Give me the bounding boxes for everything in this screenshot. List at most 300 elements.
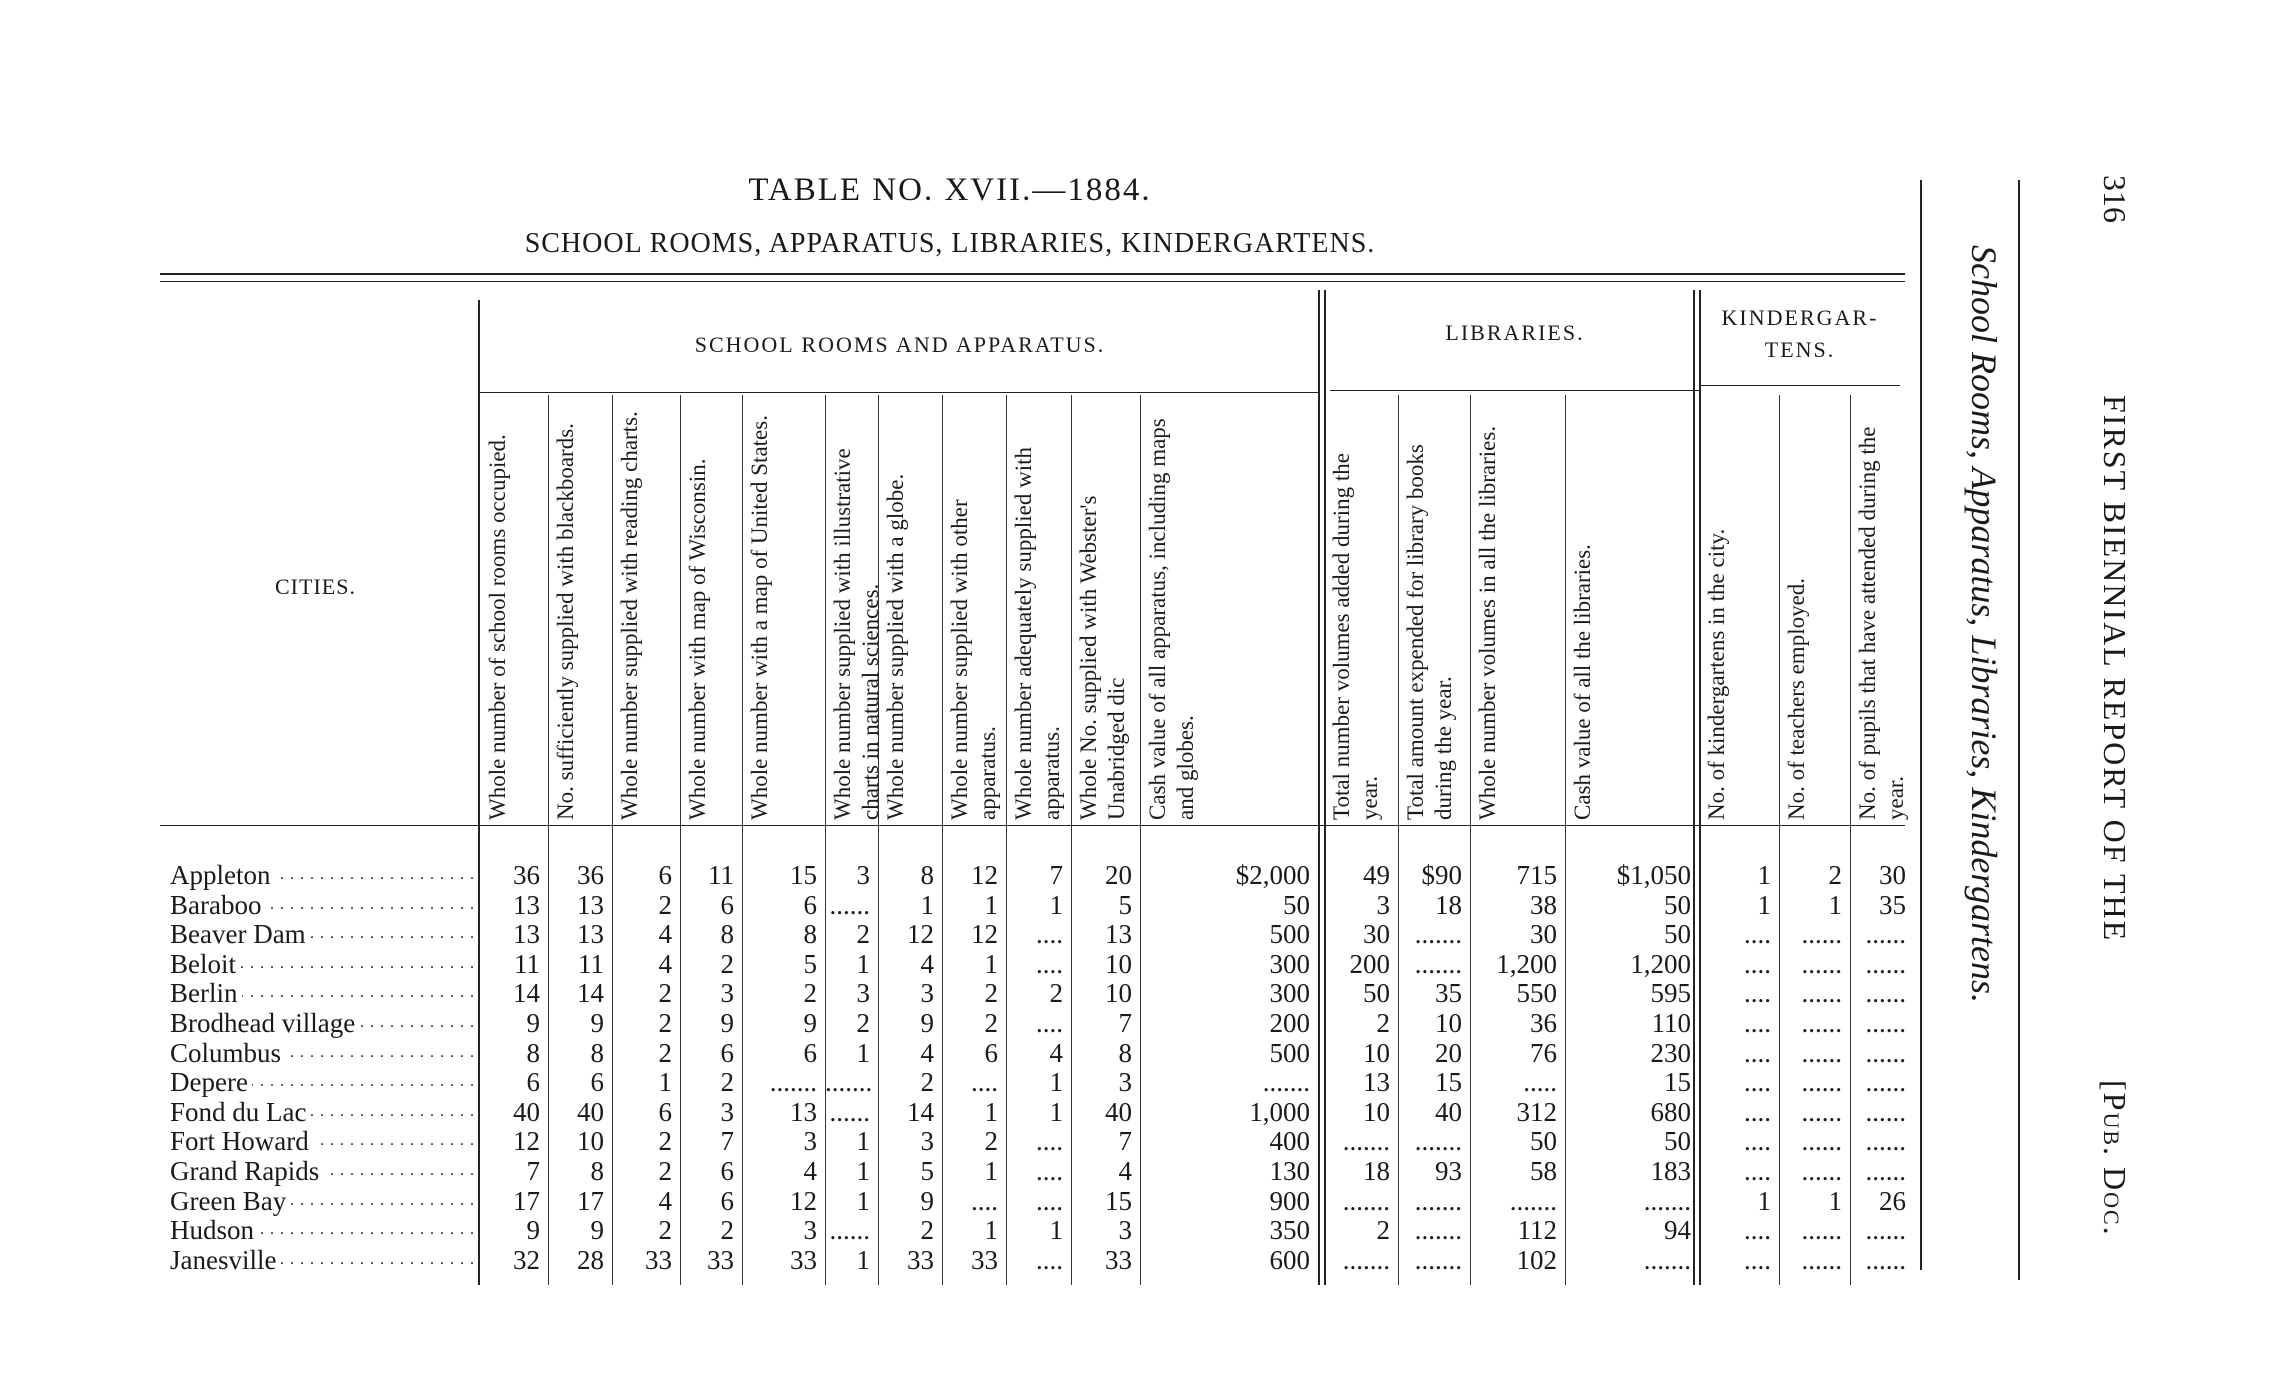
table-cell: .... bbox=[1036, 1156, 1063, 1186]
table-cell: 10 bbox=[1363, 1037, 1390, 1068]
table-cell: 600 bbox=[1269, 1244, 1310, 1275]
table-cell: 2 bbox=[1376, 1008, 1390, 1038]
table-cell: ....... bbox=[1262, 1067, 1310, 1098]
table-cell: ...... bbox=[1801, 1244, 1842, 1275]
table-cell: 500 bbox=[1269, 1037, 1310, 1068]
table-cell: ....... bbox=[825, 1067, 873, 1098]
table-cell: 12 bbox=[907, 919, 934, 950]
table-cell: 2 bbox=[658, 889, 672, 920]
table-cell: ...... bbox=[829, 1096, 870, 1127]
table-cell: 36 bbox=[513, 860, 540, 890]
table-cell: 94 bbox=[1664, 1215, 1691, 1246]
table-cell: 1 bbox=[1049, 889, 1063, 920]
table-cell: 4 bbox=[658, 919, 672, 950]
table-cell: 2 bbox=[856, 1008, 870, 1038]
table-cell: 2 bbox=[658, 1215, 672, 1246]
table-cell: ...... bbox=[1865, 1156, 1906, 1186]
table-cell: 9 bbox=[590, 1008, 604, 1038]
table-cell: 1 bbox=[856, 1126, 870, 1157]
table-cell: 15 bbox=[1435, 1067, 1462, 1098]
column-header-6: Whole number supplied with illustrative charts in natural sciences. bbox=[830, 448, 883, 820]
table-cell: 14 bbox=[907, 1096, 934, 1127]
table-cell: 11 bbox=[514, 948, 540, 979]
table-cell: 20 bbox=[1105, 860, 1132, 890]
table-cell: 10 bbox=[1105, 978, 1132, 1009]
table-cell: .... bbox=[1744, 978, 1771, 1009]
table-cell: 12 bbox=[513, 1126, 540, 1157]
table-cell: 4 bbox=[803, 1156, 817, 1186]
table-cell: 4 bbox=[1049, 1037, 1063, 1068]
table-cell: 400 bbox=[1269, 1126, 1310, 1157]
table-cell: 12 bbox=[971, 860, 998, 890]
table-cell: 36 bbox=[577, 860, 604, 890]
table-cell: 2 bbox=[984, 1126, 998, 1157]
column-header-17: No. of teachers employed. bbox=[1784, 577, 1809, 820]
table-cell: ...... bbox=[1801, 1008, 1842, 1038]
table-cell: 28 bbox=[577, 1244, 604, 1275]
table-cell: 1 bbox=[984, 1096, 998, 1127]
city-name: Hudson . . . bbox=[170, 1215, 480, 1245]
table-cell: 1 bbox=[1757, 1185, 1771, 1216]
table-cell: 14 bbox=[577, 978, 604, 1009]
table-cell: ...... bbox=[1865, 1244, 1906, 1275]
table-cell: 14 bbox=[513, 978, 540, 1009]
table-cell: ...... bbox=[829, 1215, 870, 1246]
vrule-lib-kg bbox=[1693, 290, 1695, 1285]
table-cell: 300 bbox=[1269, 978, 1310, 1009]
table-cell: 130 bbox=[1269, 1156, 1310, 1186]
table-cell: 110 bbox=[1651, 1008, 1691, 1038]
column-header-9: Whole number adequately supplied with apparatus. bbox=[1011, 446, 1064, 820]
table-cell: 1,000 bbox=[1249, 1096, 1310, 1127]
table-cell: .... bbox=[1744, 948, 1771, 979]
table-cell: 15 bbox=[1664, 1067, 1691, 1098]
table-cell: 6 bbox=[803, 1037, 817, 1068]
top-rule bbox=[160, 273, 1905, 275]
table-cell: 32 bbox=[513, 1244, 540, 1275]
column-header-1: Whole number of school rooms occupied. bbox=[485, 434, 510, 820]
table-cell: 8 bbox=[590, 1156, 604, 1186]
table-cell: 2 bbox=[720, 948, 734, 979]
table-cell: 3 bbox=[856, 860, 870, 890]
table-cell: 10 bbox=[1363, 1096, 1390, 1127]
table-cell: .... bbox=[1744, 1126, 1771, 1157]
column-header-18: No. of pupils that have attended during the year. bbox=[1855, 426, 1908, 820]
table-cell: 200 bbox=[1269, 1008, 1310, 1038]
group-underline-kg bbox=[1700, 385, 1900, 386]
group-libraries: LIBRARIES. bbox=[1445, 320, 1585, 345]
table-cell: 3 bbox=[1118, 1215, 1132, 1246]
column-header-12: Total number volumes added during the year. bbox=[1329, 453, 1382, 820]
table-cell: ...... bbox=[1865, 1215, 1906, 1246]
header-bottom-rule bbox=[160, 825, 1905, 826]
vrule-right-1 bbox=[1920, 180, 1922, 1270]
side-pub-doc: [Pub. Doc. bbox=[2097, 1080, 2133, 1237]
city-name: Fond du Lac . . . bbox=[170, 1097, 480, 1127]
table-cell: 4 bbox=[920, 948, 934, 979]
table-cell: 17 bbox=[513, 1185, 540, 1216]
table-cell: 900 bbox=[1269, 1185, 1310, 1216]
table-cell: ...... bbox=[1801, 1156, 1842, 1186]
table-cell: 2 bbox=[1049, 978, 1063, 1009]
city-name: Grand Rapids . . . bbox=[170, 1156, 480, 1186]
table-cell: 1 bbox=[658, 1067, 672, 1098]
city-name: Janesville . . . bbox=[170, 1245, 480, 1275]
table-cell: 18 bbox=[1435, 889, 1462, 920]
table-cell: 3 bbox=[920, 1126, 934, 1157]
table-cell: 112 bbox=[1517, 1215, 1557, 1246]
table-cell: 9 bbox=[920, 1185, 934, 1216]
table-cell: 3 bbox=[856, 978, 870, 1009]
table-cell: 1 bbox=[984, 889, 998, 920]
table-cell: 1 bbox=[856, 1156, 870, 1186]
table-cell: 2 bbox=[984, 1008, 998, 1038]
table-cell: 1 bbox=[856, 1185, 870, 1216]
table-cell: 5 bbox=[1118, 889, 1132, 920]
table-cell: 312 bbox=[1516, 1096, 1557, 1127]
table-cell: 1 bbox=[984, 1156, 998, 1186]
table-cell: 9 bbox=[526, 1215, 540, 1246]
table-cell: 1 bbox=[1049, 1067, 1063, 1098]
table-cell: ....... bbox=[1414, 948, 1462, 979]
table-cell: 1 bbox=[1049, 1096, 1063, 1127]
table-cell: 10 bbox=[1435, 1008, 1462, 1038]
table-cell: 50 bbox=[1664, 1126, 1691, 1157]
table-cell: 4 bbox=[920, 1037, 934, 1068]
table-cell: 4 bbox=[1118, 1156, 1132, 1186]
table-cell: 30 bbox=[1879, 860, 1906, 890]
table-cell: .... bbox=[1036, 1008, 1063, 1038]
table-cell: 2 bbox=[1828, 860, 1842, 890]
table-cell: ....... bbox=[1342, 1185, 1390, 1216]
table-cell: 2 bbox=[658, 978, 672, 1009]
table-cell: 300 bbox=[1269, 948, 1310, 979]
city-name: Appleton . . . bbox=[170, 860, 480, 890]
column-header-2: No. sufficiently supplied with blackboards. bbox=[553, 423, 578, 820]
table-cell: 1 bbox=[920, 889, 934, 920]
table-cell: 2 bbox=[658, 1156, 672, 1186]
side-report-title: FIRST BIENNIAL REPORT OF THE bbox=[2097, 395, 2133, 943]
table-cell: ....... bbox=[1414, 1215, 1462, 1246]
table-cell: 1,200 bbox=[1496, 948, 1557, 979]
city-name: Depere . . . bbox=[170, 1067, 480, 1097]
table-cell: ...... bbox=[1865, 1096, 1906, 1127]
table-cell: 8 bbox=[803, 919, 817, 950]
table-cell: 40 bbox=[1105, 1096, 1132, 1127]
table-cell: 6 bbox=[803, 889, 817, 920]
table-cell: 550 bbox=[1516, 978, 1557, 1009]
table-cell: 33 bbox=[790, 1244, 817, 1275]
table-cell: 50 bbox=[1283, 889, 1310, 920]
page-number: 316 bbox=[2097, 175, 2133, 223]
table-cell: 9 bbox=[720, 1008, 734, 1038]
table-cell: 2 bbox=[920, 1215, 934, 1246]
table-cell: 8 bbox=[720, 919, 734, 950]
table-cell: ...... bbox=[1801, 1037, 1842, 1068]
city-name: Berlin . . . bbox=[170, 978, 480, 1008]
table-cell: ...... bbox=[1801, 1067, 1842, 1098]
column-header-8: Whole number supplied with other apparatus. bbox=[947, 499, 1000, 820]
table-cell: 30 bbox=[1530, 919, 1557, 950]
table-cell: 6 bbox=[720, 1037, 734, 1068]
table-cell: .... bbox=[1744, 1037, 1771, 1068]
table-cell: 680 bbox=[1650, 1096, 1691, 1127]
table-cell: ....... bbox=[1414, 1126, 1462, 1157]
table-cell: 6 bbox=[720, 1156, 734, 1186]
table-cell: 40 bbox=[513, 1096, 540, 1127]
table-cell: 58 bbox=[1530, 1156, 1557, 1186]
table-cell: 715 bbox=[1516, 860, 1557, 890]
table-cell: ....... bbox=[1414, 1244, 1462, 1275]
table-cell: 33 bbox=[1105, 1244, 1132, 1275]
city-name: Green Bay . . . bbox=[170, 1186, 480, 1216]
table-cell: 1 bbox=[1757, 889, 1771, 920]
table-cell: 3 bbox=[1118, 1067, 1132, 1098]
table-cell: 33 bbox=[907, 1244, 934, 1275]
table-cell: 49 bbox=[1363, 860, 1390, 890]
table-cell: 10 bbox=[577, 1126, 604, 1157]
table-cell: 15 bbox=[1105, 1185, 1132, 1216]
table-cell: 36 bbox=[1530, 1008, 1557, 1038]
table-cell: 7 bbox=[526, 1156, 540, 1186]
table-cell: ....... bbox=[1414, 919, 1462, 950]
column-header-14: Whole number volumes in all the libraries. bbox=[1475, 425, 1500, 820]
table-cell: ...... bbox=[1801, 1096, 1842, 1127]
table-cell: ...... bbox=[1865, 1067, 1906, 1098]
table-cell: ...... bbox=[1865, 1037, 1906, 1068]
table-cell: 102 bbox=[1516, 1244, 1557, 1275]
table-cell: 6 bbox=[720, 889, 734, 920]
column-header-15: Cash value of all the libraries. bbox=[1570, 544, 1595, 820]
column-header-16: No. of kindergartens in the city. bbox=[1704, 528, 1729, 820]
table-cell: 11 bbox=[708, 860, 734, 890]
table-cell: .... bbox=[971, 1067, 998, 1098]
table-cell: 40 bbox=[577, 1096, 604, 1127]
table-cell: .... bbox=[971, 1185, 998, 1216]
table-cell: 8 bbox=[526, 1037, 540, 1068]
table-cell: 9 bbox=[526, 1008, 540, 1038]
table-cell: .... bbox=[1744, 1008, 1771, 1038]
table-cell: 1 bbox=[1828, 1185, 1842, 1216]
table-cell: 6 bbox=[526, 1067, 540, 1098]
table-cell: 8 bbox=[1118, 1037, 1132, 1068]
city-name: Beaver Dam . . . bbox=[170, 919, 480, 949]
table-cell: 6 bbox=[984, 1037, 998, 1068]
table-cell: 13 bbox=[577, 919, 604, 950]
table-cell: 1 bbox=[1757, 860, 1771, 890]
table-cell: ...... bbox=[1865, 948, 1906, 979]
table-cell: 18 bbox=[1363, 1156, 1390, 1186]
group-underline-sra bbox=[480, 392, 1320, 393]
table-cell: 2 bbox=[1376, 1215, 1390, 1246]
table-cell: .... bbox=[1036, 919, 1063, 950]
group-school-rooms: SCHOOL ROOMS AND APPARATUS. bbox=[694, 332, 1106, 357]
table-cell: 38 bbox=[1530, 889, 1557, 920]
table-cell: 7 bbox=[1118, 1126, 1132, 1157]
table-cell: 7 bbox=[1049, 860, 1063, 890]
table-cell: 183 bbox=[1650, 1156, 1691, 1186]
table-cell: ....... bbox=[769, 1067, 817, 1098]
table-cell: 350 bbox=[1269, 1215, 1310, 1246]
table-cell: .... bbox=[1036, 1244, 1063, 1275]
table-cell: 50 bbox=[1664, 919, 1691, 950]
table-cell: .... bbox=[1744, 1096, 1771, 1127]
table-cell: ....... bbox=[1342, 1244, 1390, 1275]
table-cell: ...... bbox=[1865, 919, 1906, 950]
table-cell: .... bbox=[1036, 1126, 1063, 1157]
table-cell: 6 bbox=[720, 1185, 734, 1216]
column-header-11: Cash value of all apparatus, including maps and globes. bbox=[1145, 418, 1198, 820]
cities-header: CITIES. bbox=[275, 574, 356, 599]
city-name: Columbus . . . bbox=[170, 1038, 480, 1068]
table-cell: 33 bbox=[645, 1244, 672, 1275]
table-cell: 15 bbox=[790, 860, 817, 890]
table-cell: .... bbox=[1744, 1244, 1771, 1275]
column-header-10: Whole No. supplied with Webster's Unabridged dic bbox=[1076, 495, 1129, 820]
table-cell: 2 bbox=[920, 1067, 934, 1098]
table-cell: 1 bbox=[856, 1037, 870, 1068]
table-cell: ...... bbox=[1865, 1008, 1906, 1038]
table-cell: 9 bbox=[590, 1215, 604, 1246]
group-underline-lib bbox=[1330, 390, 1700, 391]
table-cell: .... bbox=[1036, 948, 1063, 979]
table-cell: 4 bbox=[658, 1185, 672, 1216]
table-cell: 2 bbox=[658, 1126, 672, 1157]
table-cell: .... bbox=[1744, 919, 1771, 950]
table-cell: 9 bbox=[920, 1008, 934, 1038]
table-cell: ..... bbox=[1523, 1067, 1557, 1098]
table-title: TABLE NO. XVII.—1884. bbox=[748, 172, 1152, 208]
table-cell: 2 bbox=[803, 978, 817, 1009]
column-header-5: Whole number with a map of United States. bbox=[747, 415, 772, 820]
table-cell: 11 bbox=[578, 948, 604, 979]
table-cell: 30 bbox=[1363, 919, 1390, 950]
table-cell: 8 bbox=[590, 1037, 604, 1068]
table-cell: 3 bbox=[803, 1126, 817, 1157]
table-cell: ...... bbox=[1801, 1126, 1842, 1157]
table-cell: 3 bbox=[803, 1215, 817, 1246]
table-cell: .... bbox=[1744, 1156, 1771, 1186]
table-cell: ...... bbox=[829, 889, 870, 920]
table-cell: 13 bbox=[513, 889, 540, 920]
group-kindergartens: KINDERGAR- TENS. bbox=[1721, 305, 1879, 362]
table-cell: 3 bbox=[1376, 889, 1390, 920]
table-cell: 35 bbox=[1879, 889, 1906, 920]
table-cell: 26 bbox=[1879, 1185, 1906, 1216]
table-cell: 9 bbox=[803, 1008, 817, 1038]
table-cell: .... bbox=[1744, 1215, 1771, 1246]
table-cell: 13 bbox=[577, 889, 604, 920]
vrule-sra-lib bbox=[1318, 290, 1320, 1285]
table-cell: 2 bbox=[658, 1008, 672, 1038]
table-cell: 10 bbox=[1105, 948, 1132, 979]
table-cell: 33 bbox=[707, 1244, 734, 1275]
table-cell: 2 bbox=[720, 1067, 734, 1098]
table-cell: 1 bbox=[856, 1244, 870, 1275]
table-cell: 5 bbox=[803, 948, 817, 979]
column-header-13: Total amount expended for library books during the year. bbox=[1403, 444, 1456, 820]
table-cell: 13 bbox=[1363, 1067, 1390, 1098]
column-header-7: Whole number supplied with a globe. bbox=[883, 473, 908, 820]
table-cell: 3 bbox=[720, 1096, 734, 1127]
table-cell: ...... bbox=[1801, 948, 1842, 979]
table-cell: 76 bbox=[1530, 1037, 1557, 1068]
table-cell: 1 bbox=[984, 1215, 998, 1246]
table-cell: 93 bbox=[1435, 1156, 1462, 1186]
city-name: Baraboo . . . bbox=[170, 890, 480, 920]
table-cell: 2 bbox=[984, 978, 998, 1009]
city-name: Fort Howard . . . bbox=[170, 1126, 480, 1156]
table-cell: 35 bbox=[1435, 978, 1462, 1009]
table-cell: ....... bbox=[1643, 1185, 1691, 1216]
table-cell: 1,200 bbox=[1630, 948, 1691, 979]
table-cell: 6 bbox=[658, 860, 672, 890]
table-cell: ...... bbox=[1801, 919, 1842, 950]
table-cell: ...... bbox=[1801, 1215, 1842, 1246]
column-header-4: Whole number with map of Wisconsin. bbox=[685, 458, 710, 820]
table-cell: 500 bbox=[1269, 919, 1310, 950]
table-cell: $1,050 bbox=[1616, 860, 1691, 890]
table-cell: 7 bbox=[1118, 1008, 1132, 1038]
table-cell: 33 bbox=[971, 1244, 998, 1275]
table-cell: 8 bbox=[920, 860, 934, 890]
table-cell: 6 bbox=[658, 1096, 672, 1127]
table-cell: 20 bbox=[1435, 1037, 1462, 1068]
table-cell: 6 bbox=[590, 1067, 604, 1098]
table-cell: ....... bbox=[1342, 1126, 1390, 1157]
table-cell: ...... bbox=[1801, 978, 1842, 1009]
table-cell: ....... bbox=[1509, 1185, 1557, 1216]
table-cell: ...... bbox=[1865, 978, 1906, 1009]
table-cell: 50 bbox=[1363, 978, 1390, 1009]
table-cell: 2 bbox=[720, 1215, 734, 1246]
table-cell: 17 bbox=[577, 1185, 604, 1216]
table-cell: 12 bbox=[971, 919, 998, 950]
table-cell: 2 bbox=[658, 1037, 672, 1068]
table-subtitle: SCHOOL ROOMS, APPARATUS, LIBRARIES, KINDERGARTENS. bbox=[524, 228, 1376, 259]
table-cell: 13 bbox=[513, 919, 540, 950]
table-cell: ....... bbox=[1643, 1244, 1691, 1275]
city-name: Brodhead village . . . bbox=[170, 1008, 480, 1038]
table-cell: .... bbox=[1744, 1067, 1771, 1098]
table-cell: 4 bbox=[658, 948, 672, 979]
table-cell: 7 bbox=[720, 1126, 734, 1157]
table-cell: 40 bbox=[1435, 1096, 1462, 1127]
table-cell: $90 bbox=[1421, 860, 1462, 890]
table-cell: .... bbox=[1036, 1185, 1063, 1216]
table-cell: 12 bbox=[790, 1185, 817, 1216]
running-title: School Rooms, Apparatus, Libraries, Kindergartens. bbox=[1964, 245, 2004, 1004]
table-cell: 3 bbox=[720, 978, 734, 1009]
vrule-right-2 bbox=[2018, 180, 2020, 1280]
city-name: Beloit . . . bbox=[170, 949, 480, 979]
table-cell: 5 bbox=[920, 1156, 934, 1186]
table-cell: ...... bbox=[1865, 1126, 1906, 1157]
table-cell: 230 bbox=[1650, 1037, 1691, 1068]
table-cell: 50 bbox=[1530, 1126, 1557, 1157]
table-cell: 1 bbox=[984, 948, 998, 979]
table-cell: ....... bbox=[1414, 1185, 1462, 1216]
table-cell: 595 bbox=[1650, 978, 1691, 1009]
table-cell: 1 bbox=[1828, 889, 1842, 920]
column-header-3: Whole number supplied with reading charts. bbox=[617, 411, 642, 820]
table-cell: 13 bbox=[790, 1096, 817, 1127]
table-cell: 200 bbox=[1349, 948, 1390, 979]
table-cell: 1 bbox=[1049, 1215, 1063, 1246]
table-cell: 50 bbox=[1664, 889, 1691, 920]
table-cell: 1 bbox=[856, 948, 870, 979]
table-cell: $2,000 bbox=[1235, 860, 1310, 890]
